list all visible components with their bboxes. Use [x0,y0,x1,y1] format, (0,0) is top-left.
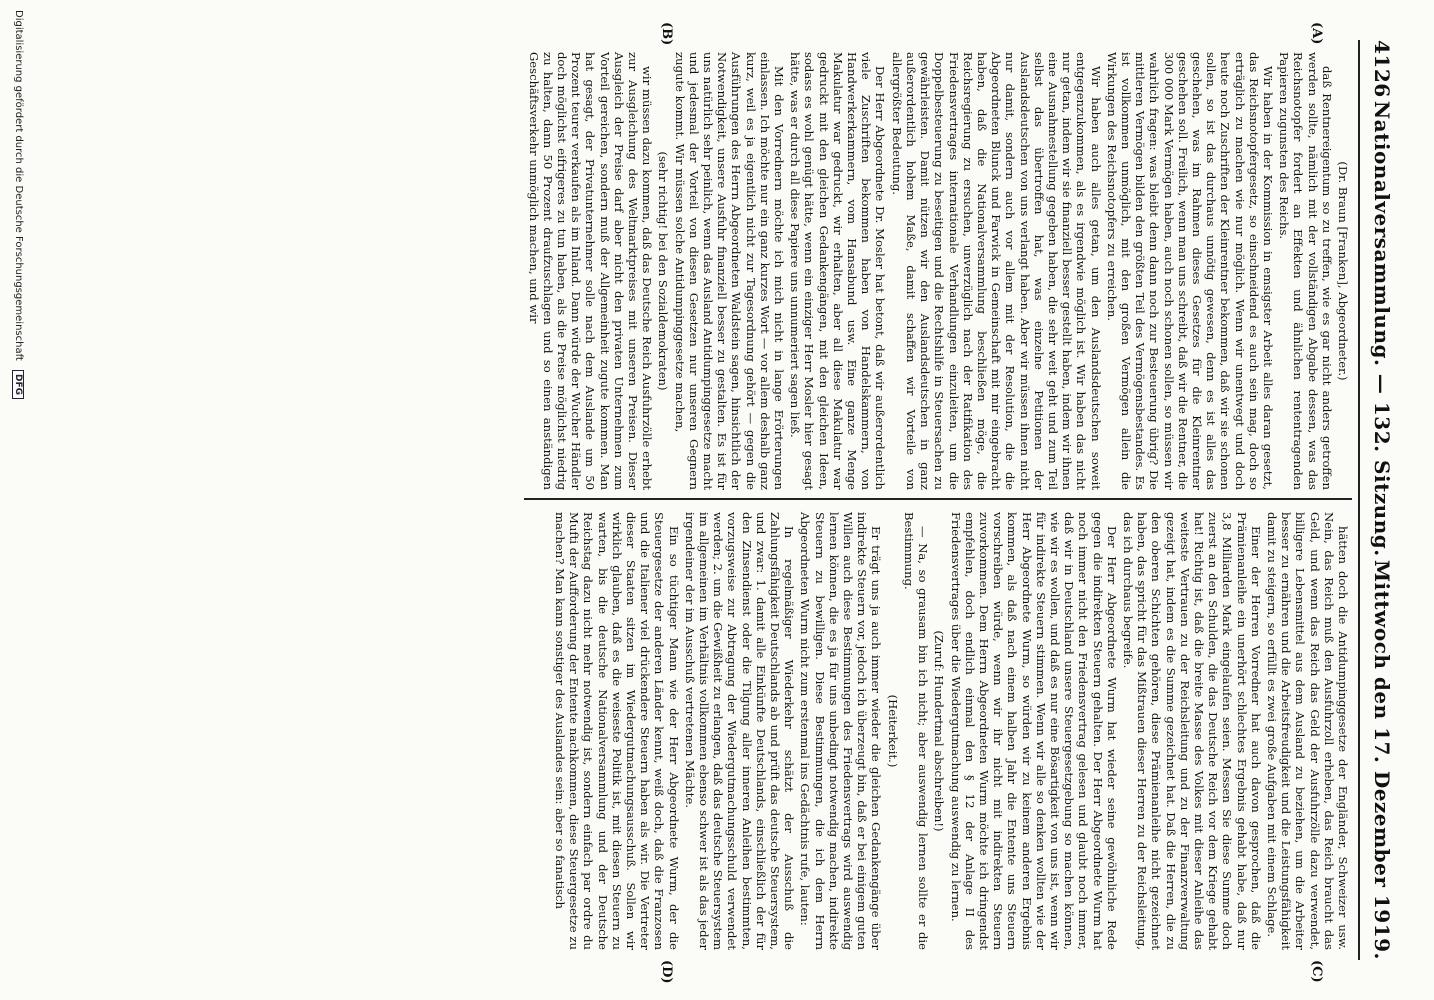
header-rule [1358,40,1360,960]
paragraph: Wir haben auch alles getan, um den Auslandsdeutschen soweit entgegenzukommen, als es irgendwie möglich ist. Wir haben das nicht nur getan, indem wir sie finanziell besser gestellt haben, indem wir ihnen eine Ausnahmestellung gegeben haben, die sehr weit geht und zum Teil selbst das übertroffen hat, was einzelne Petitionen der Auslandsdeutschen von uns verlangt haben. Aber wir müssen ihnen nicht nur damit, sondern auch vor allem mit der Resolution, die die Abgeordneten Blunck und Farwick in Gemeinschaft mit mir eingebracht haben, daß die Nationalversammlung beschließen möge, die Reichsregierung zu ersuchen, unverzüglich nach der Ratifikation des Friedensvertrages internationale Verhandlungen einzuleiten, um die Doppelbesteuerung zu beseitigen und die Rechtshilfe in Steuersachen zu gewährleisten. Damit nützen wir den Auslandsdeutschen in ganz außerordentlich hohem Maße, damit schaffen wir Vorteile von allergrößter Bedeutung. [889,52,1103,490]
paragraph: Wir haben in der Kommission in emsigster Arbeit alles daran gesetzt, das Reichsnotopfergesetz, so einschneidend es auch sein mag, doch so erträglich zu machen wie nur möglich. Wenn wir unentwegt und doch heute noch Zuschriften der Kleinrentner bekommen, daß wir sie schonen sollen, so ist das durchaus unnötig gewesen, denn es ist alles das geschehen, was im Rahmen dieses Gesetzes für die Kleinrentner geschehen soll. Freilich, wenn man uns schreibt, daß wir die Rentner, die 300 000 Mark Vermögen haben, auch noch schonen sollen, so müssen wir wahrlich fragen: was bleibt denn dann noch zur Besteuerung übrig? Die mittleren Vermögen bilden den größten Teil des Vermögensbestandes. Es ist vollkommen unmöglich, mit den großen Vermögen allein die Wirkungen des Reichsnotopfers zu erreichen. [1104,52,1275,490]
paragraph: hätten doch die Antidumpinggesetze der Engländer, Schweizer usw. Nein, das Reich muß den Ausfuhrzoll erheben, das Reich braucht das Geld, und wenn das Reich das Geld der Ausfuhrzölle dazu verwendet, billigere Lebensmittel aus dem Ausland zu beziehen, um die Arbeiter besser zu ernähren und die Arbeitsfreudigkeit und die Leistungsfähigkeit damit zu steigern, so erfüllt es zwei große Aufgaben mit einem Schlage. [1264,512,1350,950]
margin-mark-c: (C) [1309,960,1324,983]
paragraph: Der Herr Abgeordnete Wurm hat wieder seine gewöhnliche Rede gegen die indirekten Steuern gehalten. Der Herr Abgeordnete Wurm hat noch immer nicht den Friedensvertrag gelesen und glaubt noch immer, daß wir in Deutschland unsere Steuergesetzgebung so machen können, wie wir es wollen, und daß es nur eine Bösartigkeit von uns ist, wenn wir für indirekte Steuern stimmen. Wenn wir alle so denken wollten wie der Herr Abgeordnete Wurm, so würden wir zu keinem anderen Ergebnis kommen, als daß nach einem halben Jahr die Entente uns Steuern vorschreiben würde, wenn wir ihr nicht mit indirekten Steuern zuvorkommen. Dem Herrn Abgeordneten Wurm möchte ich dringendst empfehlen, doch endlich einmal den § 12 der Anlage II des Friedensvertrages über die Wiedergutmachung auswendig zu lernen. [948,512,1119,950]
margin-mark-d: (D) [659,960,674,984]
paragraph: Der Herr Abgeordnete Dr. Mosler hat betont, daß wir außerordentlich viele Zuschriften bekommen haben von Handelskammern, von Handwerkerkammern, vom Hansabund usw. Eine ganze Menge Makulatur war gedruckt, wir erhalten, aber all diese Makulatur war gedruckt mit den gleichen Gedankengängen, mit den gleichen Ideen, sodass es wohl genügt hätte, wenn ein einziger Herr Mosler hier gesagt hätte, was er durch all diese Papiere uns unnumeriert sagen ließ. [788,52,888,490]
page-title: Nationalversammlung. — 132. Sitzung. [1370,100,1394,557]
paragraph: Ein so tüchtiger Mann wie der Herr Abgeordnete Wurm, der die Steuergesetze der anderen Länder kennt, weiß doch, daß die Franzosen und die Italiener viel drückendere Steuern haben als wir. Die Vertreter dieser Staaten sitzen im Wiedergutmachungsausschuß. Sollen wir wirklich glauben, daß es die weiseste Politik ist, mit diesen Steuern zu warten, bis die deutsche Nationalversammlung und der Deutsche Reichstag dazu nicht mehr notwendig ist, sondern einfach par ordre du Mufti der Aufforderung der Entente nachkommen, diese Steuergesetze zu machen? Man kann sonstiger des Auslandes sein: aber so fanatisch [553,512,681,950]
session-date: Mittwoch den 17. Dezember 1919. [1370,559,1394,960]
page-header [1362,40,1402,960]
column-divider [524,498,1352,500]
paragraph: — Na, so grausam bin ich nicht; aber auswendig lernen sollte er die Bestimmung. [901,512,931,950]
page-number: 4126 [1370,40,1394,98]
dfg-logo: DFG [12,370,24,399]
right-column [551,512,1350,950]
footer-text: Digitalisierung gefördert durch die Deutsche Forschungsgemeinschaft [13,10,24,361]
left-column [524,52,1350,490]
margin-mark-b: (B) [659,22,674,46]
margin-mark-a: (A) [1309,22,1324,45]
paragraph: Einer der Herren Vorredner hat auch davon gesprochen, daß die Prämienanleihe ein unerhört schlechtes Ergebnis gehabt habe, daß nur 3,8 Milliarden Mark eingelaufen seien. Messen Sie diese Summe doch zuerst an den Schulden, die das Deutsche Reich vor dem Kriege gehabt hat! Richtig ist, daß die breite Masse des Volkes mit dieser Anleihe das weiteste Vertrauen zu der Reichsleitung und zu der Finanzverwaltung gezeigt hat, indem es die Summe gezeichnet hat. Daß die Herren, die zu den oberen Schichten gehören, diese Prämienanleihe nicht gezeichnet haben, das spricht für das Mißtrauen dieser Herren zu der Reichsleitung, das ich durchaus begreife. [1120,512,1263,950]
speaker-note: (Dr. Braun [Franken], Abgeordneter.) [1336,161,1350,381]
digitization-footer [12,10,24,399]
paragraph: wir müssen dazu kommen, daß das Deutsche Reich Ausfuhrzölle erhebt zur Ausgleichung des Weltmarktpreises mit unseren Preisen. Dieser Ausgleich der Preise darf aber nicht den privaten Unternehmen zum Vorteil gereichen, sondern muß der Allgemeinheit zugute kommen. Man hat gesagt, der Privatunternehmer solle nach dem Auslande um 50 Prozent teurer verkaufen als im Inland. Dann würde der Wucher Händler doch möglichst eifrigeres zu tun haben, als die Preise möglichst niedrig zu halten, dann 50 Prozent draufzuschlagen und so einen anständigen Geschäftsverkehr unmöglich machen, und wir [526,52,655,490]
paragraph: Mit den Vorrednern möchte ich mich nicht in lange Erörterungen einlassen. Ich möchte nur ein ganz kurzes Wort — vor allem deshalb ganz kurz, weil es ja eigentlich nicht zur Tagesordnung gehört — gegen die Ausführungen des Herrn Abgeordneten Waldstein sagen, hinsichtlich der Notwendigkeit, unsere Ausfuhr finanziell besser zu gestalten. Es ist für uns natürlich sehr peinlich, wenn das Ausland Antidumpinggesetze macht und jedesmal der Vorteil von diesen Gesetzen nur unseren Gegnern zugute kommt. Wir müssen solche Antidumpinggesetze machen, [672,52,787,490]
paragraph: Er trägt uns ja auch immer wieder die gleichen Gedankengänge über indirekte Steuern vor, jedoch ich überzeugt bin, daß er bei einigem guten Willen auch diese Bestimmungen des Friedensvertrags wird auswendig lernen können, die es ja für uns unbedingt notwendig machen, indirekte Steuern zu bewilligen. Diese Bestimmungen, die ich dem Herrn Abgeordneten Wurm nicht zum erstenmal ins Gedächtnis rufe, lauten: [798,512,884,950]
paragraph: (Zuruf: Hundertmal abschreiben!) [932,630,947,832]
paragraph: daß Rentnereigentum so zu treffen, wie es gar nicht anders getroffen werden sollte, nämlich mit der vollständigen Abgabe dessen, was das Reichsnotopfer fordert an Effekten und ähnlichen rententragenden Papieren zugunsten des Reichs. [1277,52,1334,490]
paragraph: (sehr richtig! bei den Sozialdemokraten) [656,151,671,391]
paragraph: (Heiterkeit.) [885,694,900,768]
paragraph: In regelmäßiger Wiederkehr schätzt der Ausschuß die Zahlungsfähigkeit Deutschlands ab und prüft das deutsche Steuersystem, und zwar: 1. damit alle Einkünfte Deutschlands, einschließlich der für den Zinsendienst oder die Tilgung aller inneren Anleihen bestimmten, vorzugsweise zur Abtragung der Wiedergutmachungsschuld verwendet werden; 2. um die Gewißheit zu erlangen, daß das deutsche Steuersystem im allgemeinen im Verhältnis vollkommen ebenso schwer ist als das jeder irgendeiner der im Ausschuß vertretenen Mächte. [682,512,797,950]
